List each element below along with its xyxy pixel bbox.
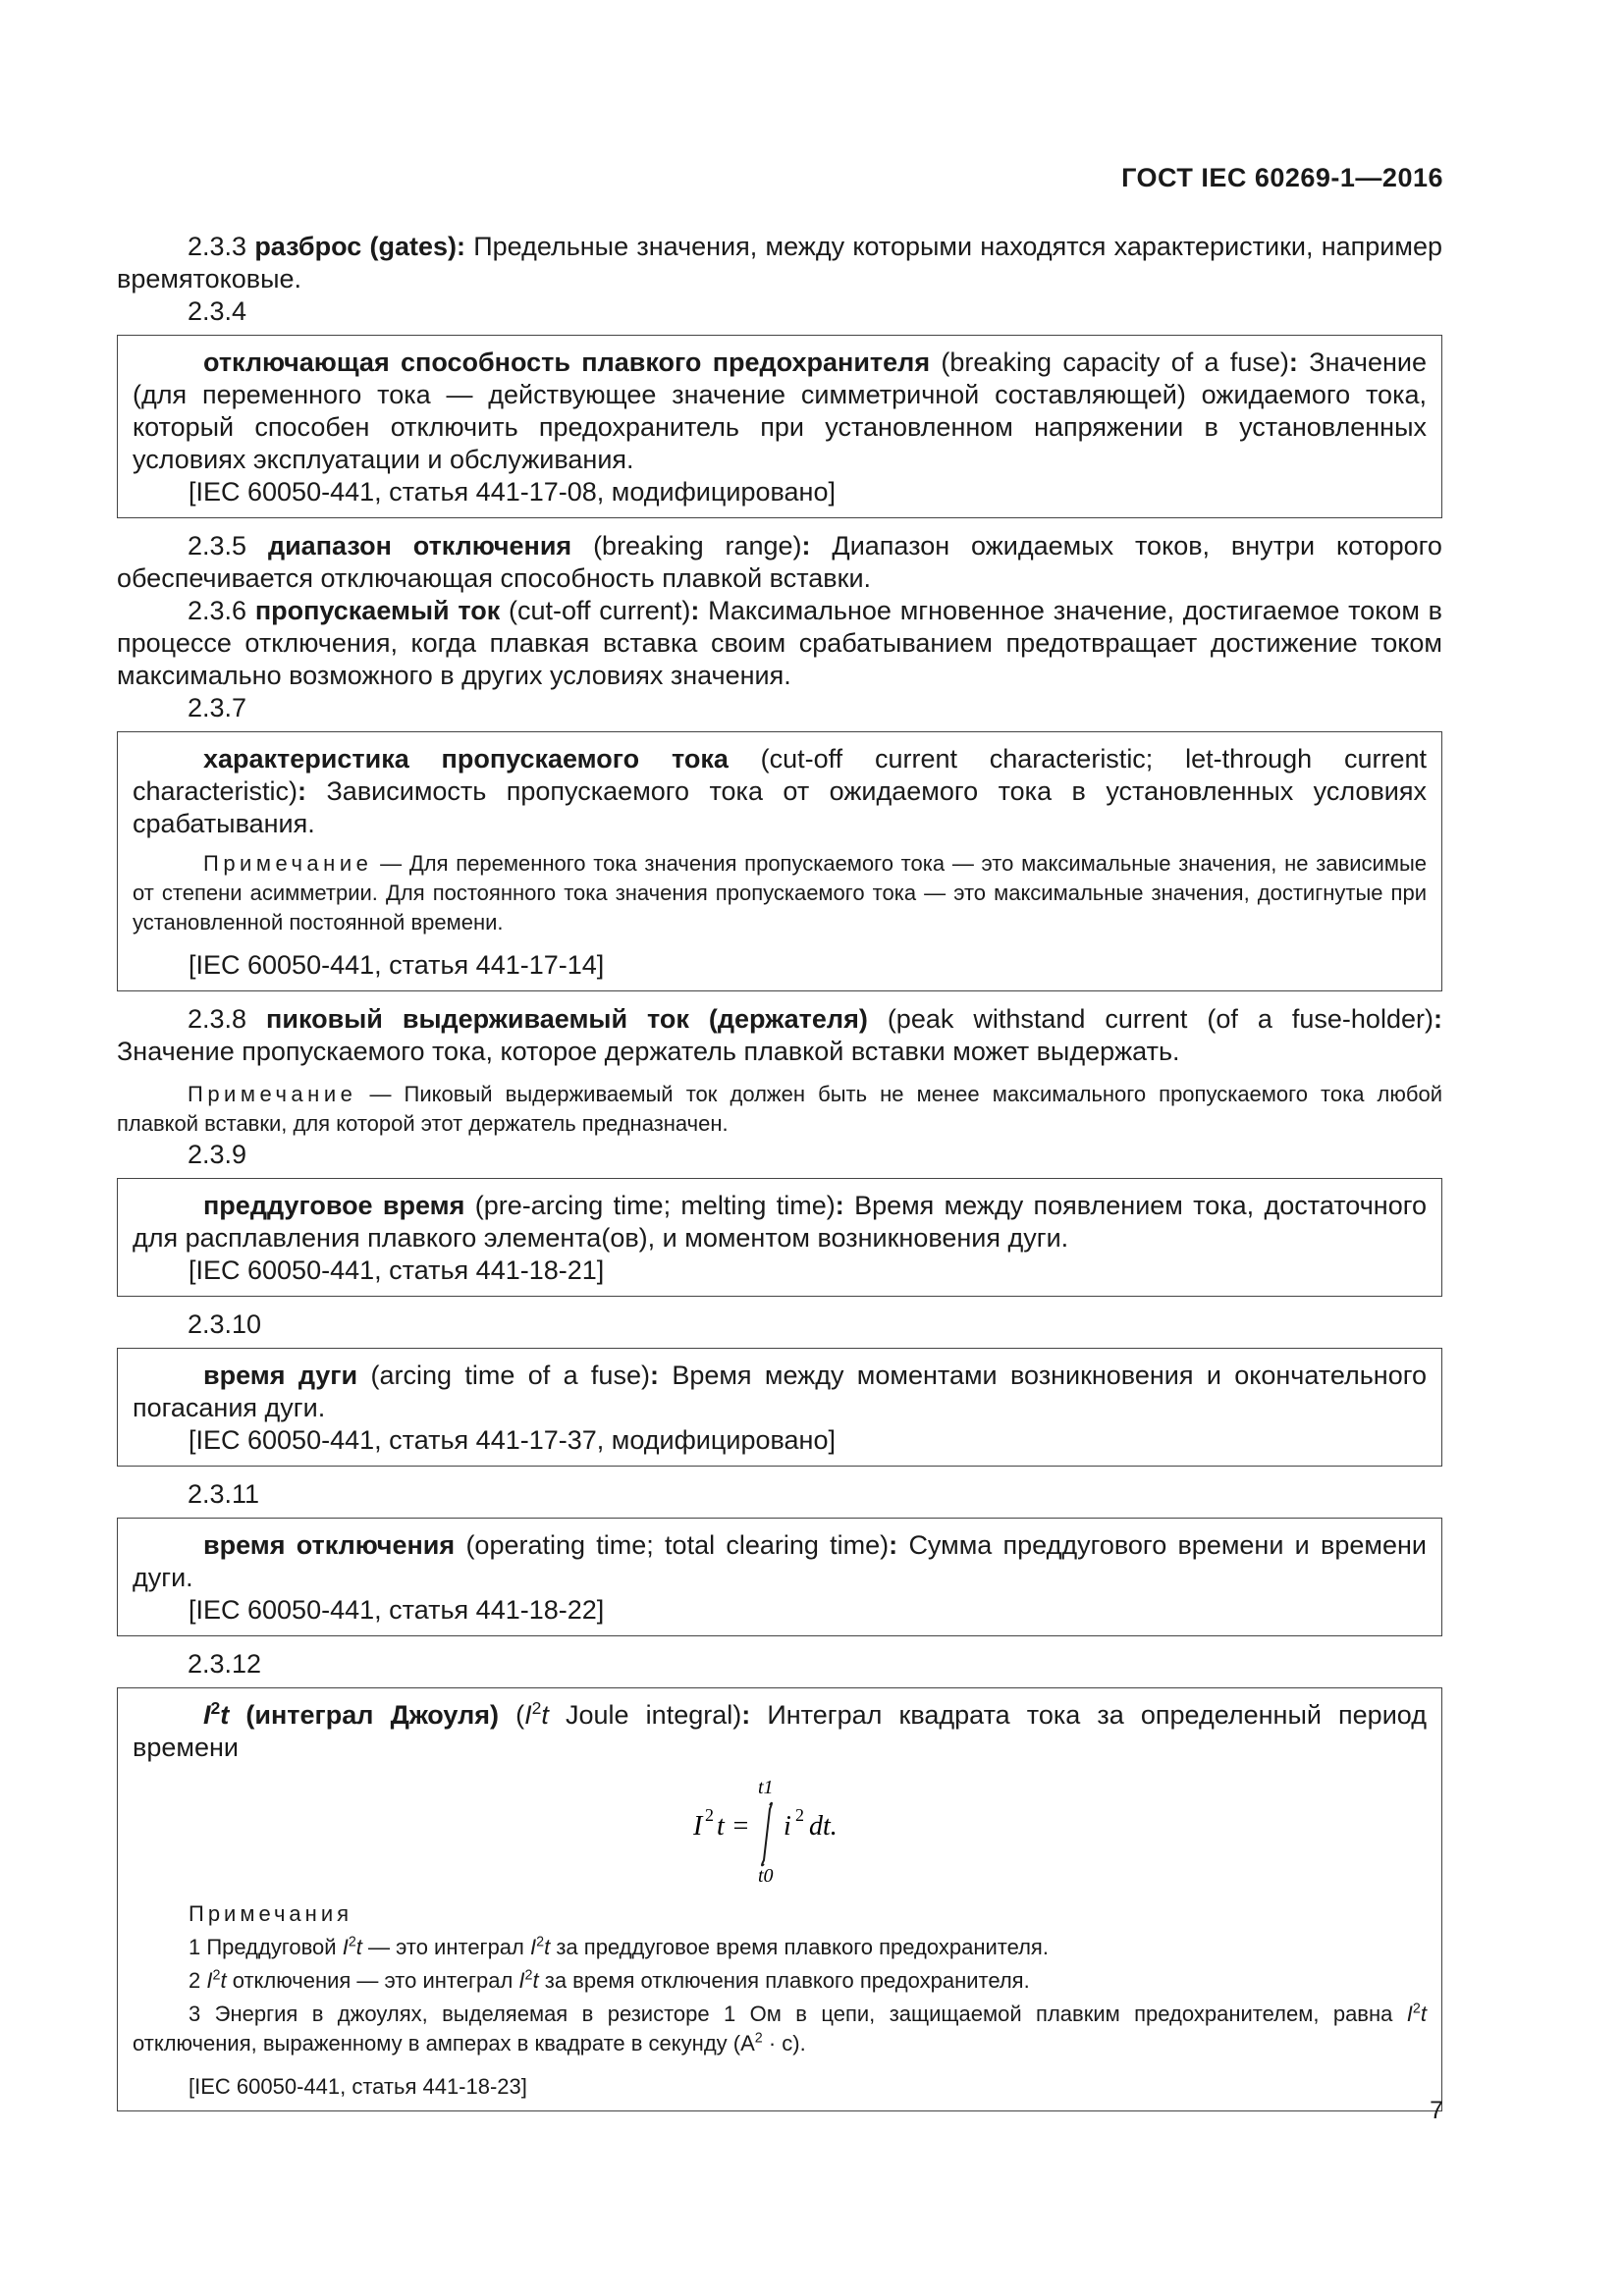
reference: [IEC 60050-441, статья 441-17-37, модифицировано]: [189, 1425, 836, 1455]
english-term: (cut-off current characteristic; let-through current characteristic): [133, 744, 1427, 806]
term: диапазон отключения: [267, 531, 572, 561]
note: [133, 849, 1427, 937]
clause-number-2-3-7: 2.3.7: [188, 693, 247, 722]
english-term: (arcing time of a fuse): [370, 1361, 650, 1390]
clause-number: 2.3.6: [188, 596, 247, 625]
english-term: (breaking capacity of a fuse): [941, 347, 1289, 377]
note-label: Примечание: [203, 851, 373, 876]
definition-box-2-3-10: [117, 1348, 1442, 1467]
formula-svg: [691, 1770, 888, 1886]
integral-sign: [762, 1803, 772, 1866]
formula-lhs-t: t =: [717, 1811, 750, 1842]
definition-paragraph: отключающая способность плавкого предохранителя (breaking capacity of a fuse): Значение (для переменного тока — действующее значение симметричной составляющей) ожидаемого тока, который способен отключить предохранитель при установленном напряжении в установленных условиях эксплуатации и обслуживания.: [133, 347, 1427, 474]
note-1: 1 Преддуговой $I^2t$ — это интеграл $I^2t$ за преддуговое время плавкого предохранителя.: [189, 1934, 1049, 1959]
page-number: 7: [1430, 2097, 1443, 2124]
note-2-3-8: [117, 1080, 1442, 1139]
term: пиковый выдерживаемый ток (держателя): [266, 1004, 868, 1034]
definition-box-2-3-7: [117, 731, 1442, 991]
definition-box-2-3-11: [117, 1518, 1442, 1636]
term: отключающая способность плавкого предохранителя: [203, 347, 931, 377]
definition-text: Сумма преддугового времени и времени дуги.: [133, 1530, 1427, 1592]
reference: [IEC 60050-441, статья 441-18-23]: [189, 2074, 527, 2099]
formula-lhs-I: I: [693, 1811, 703, 1842]
english-term: ($I^2t$ Joule integral): [515, 1698, 742, 1730]
joule-integral-formula: [133, 1770, 1427, 1886]
clause-number-2-3-9: 2.3.9: [188, 1140, 247, 1169]
definition-text: Интеграл квадрата тока за определенный период времени: [133, 1700, 1427, 1762]
term: преддуговое время: [203, 1191, 465, 1220]
clause-number-2-3-11: 2.3.11: [188, 1479, 260, 1509]
formula-integrand: i: [784, 1811, 791, 1842]
clause-number: 2.3.8: [188, 1004, 247, 1034]
definition-text: Предельные значения, между которыми находятся характеристики, например времятоковые.: [117, 232, 1442, 294]
definition-paragraph: $I^2t$ (интеграл Джоуля) ($I^2t$ Joule integral): Интеграл квадрата тока за определенный период времени: [133, 1698, 1427, 1762]
note-text: — Пиковый выдерживаемый ток должен быть не менее максимального пропускаемого тока любой плавкой вставки, для которой этот держатель предназначен.: [117, 1082, 1442, 1136]
definition-text: Время между появлением тока, достаточного для расплавления плавкого элемента(ов), и моментом возникновения дуги.: [133, 1191, 1427, 1253]
definition-paragraph: время отключения (operating time; total clearing time): Сумма преддугового времени и времени дуги.: [133, 1530, 1427, 1592]
definition-text: Значение (для переменного тока — действующее значение симметричной составляющей) ожидаемого тока, который способен отключить предохранитель при установленном напряжении в установленных условиях эксплуатации и обслуживания.: [133, 347, 1427, 474]
definition-paragraph: преддуговое время (pre-arcing time; melting time): Время между появлением тока, достаточного для расплавления плавкого элемента(ов), и моментом возникновения дуги.: [133, 1191, 1427, 1253]
term: $I^2t$ (интеграл Джоуля): [203, 1698, 499, 1730]
definition-paragraph: время дуги (arcing time of a fuse): Время между моментами возникновения и окончательного погасания дуги.: [133, 1361, 1427, 1422]
english-term: (cut-off current): [509, 596, 691, 625]
term: разброс (gates):: [254, 232, 465, 261]
english-term: (pre-arcing time; melting time): [474, 1191, 836, 1220]
note-label: Примечание: [188, 1082, 357, 1106]
definition-box-2-3-9: [117, 1178, 1442, 1297]
english-term: (operating time; total clearing time): [465, 1530, 890, 1560]
clause-2-3-6: 2.3.6 пропускаемый ток (cut-off current): Максимальное мгновенное значение, достигаемое током в процессе отключения, когда плавкая вставка своим срабатыванием предотвращает достижение током максимально возможного в других условиях значения.: [117, 596, 1442, 690]
clause-number-2-3-12: 2.3.12: [188, 1649, 262, 1679]
formula-integrand-sup: 2: [795, 1805, 804, 1825]
english-term: (peak withstand current (of a fuse-holder): [887, 1004, 1434, 1034]
english-term: (breaking range): [593, 531, 802, 561]
note-3: 3 Энергия в джоулях, выделяемая в резисторе 1 Ом в цепи, защищаемой плавким предохранителем, равна $I^2t$ отключения, выраженному в амперах в квадрате в секунду $(А^2 \cdot с)$.: [133, 2001, 1427, 2056]
definition-paragraph: характеристика пропускаемого тока (cut-off current characteristic; let-through current characteristic): Зависимость пропускаемого тока от ожидаемого тока в установленных условиях срабатывания.: [133, 744, 1427, 838]
page-header-title: ГОСТ IEC 60269-1—2016: [1121, 163, 1443, 192]
term: характеристика пропускаемого тока: [203, 744, 729, 774]
definition-text: Максимальное мгновенное значение, достигаемое током в процессе отключения, когда плавкая вставка своим срабатыванием предотвращает достижение током максимально возможного в других условиях значения.: [117, 596, 1442, 690]
definition-text: Зависимость пропускаемого тока от ожидаемого тока в установленных условиях срабатывания.: [133, 776, 1427, 838]
definition-box-2-3-4: [117, 335, 1442, 518]
clause-2-3-8: 2.3.8 пиковый выдерживаемый ток (держателя) (peak withstand current (of a fuse-holder): Значение пропускаемого тока, которое держатель плавкой вставки может выдержать.: [117, 1004, 1442, 1066]
note-2: 2 $I^2t$ отключения — это интеграл $I^2t$ за время отключения плавкого предохранителя.: [189, 1967, 1030, 1993]
definition-text: Время между моментами возникновения и окончательного погасания дуги.: [133, 1361, 1427, 1422]
clause-2-3-3: [117, 231, 1442, 295]
definition-text: Диапазон ожидаемых токов, внутри которого обеспечивается отключающая способность плавкой вставки.: [117, 531, 1442, 593]
clause-number: 2.3.3: [188, 232, 247, 261]
document-body: [117, 231, 1442, 2123]
clause-number-2-3-10: 2.3.10: [188, 1309, 262, 1339]
definition-text: Значение пропускаемого тока, которое держатель плавкой вставки может выдержать.: [117, 1037, 1180, 1066]
formula-lhs-sup: 2: [705, 1805, 714, 1825]
formula-dt: dt.: [809, 1811, 838, 1842]
term: пропускаемый ток: [254, 596, 501, 625]
notes-label: Примечания: [189, 1901, 353, 1926]
note-text: — Для переменного тока значения пропускаемого тока — это максимальные значения, не зависимые от степени асимметрии. Для постоянного тока значения пропускаемого тока — это максимальные значения, достигнутые при установленной постоянной времени.: [133, 851, 1427, 934]
reference: [IEC 60050-441, статья 441-17-14]: [189, 950, 605, 980]
clause-2-3-5: 2.3.5 диапазон отключения (breaking range): Диапазон ожидаемых токов, внутри которого обеспечивается отключающая способность плавкой вставки.: [117, 531, 1442, 593]
definition-box-2-3-12: [117, 1687, 1442, 2111]
clause-number-2-3-4: 2.3.4: [188, 296, 247, 326]
reference: [IEC 60050-441, статья 441-18-22]: [189, 1595, 605, 1625]
term: время дуги: [203, 1361, 358, 1390]
reference: [IEC 60050-441, статья 441-17-08, модифицировано]: [189, 477, 836, 507]
reference: [IEC 60050-441, статья 441-18-21]: [189, 1255, 605, 1285]
term: время отключения: [203, 1530, 456, 1560]
clause-number: 2.3.5: [188, 531, 247, 561]
formula-upper-limit: t1: [758, 1777, 774, 1798]
formula-lower-limit: t0: [758, 1865, 774, 1886]
